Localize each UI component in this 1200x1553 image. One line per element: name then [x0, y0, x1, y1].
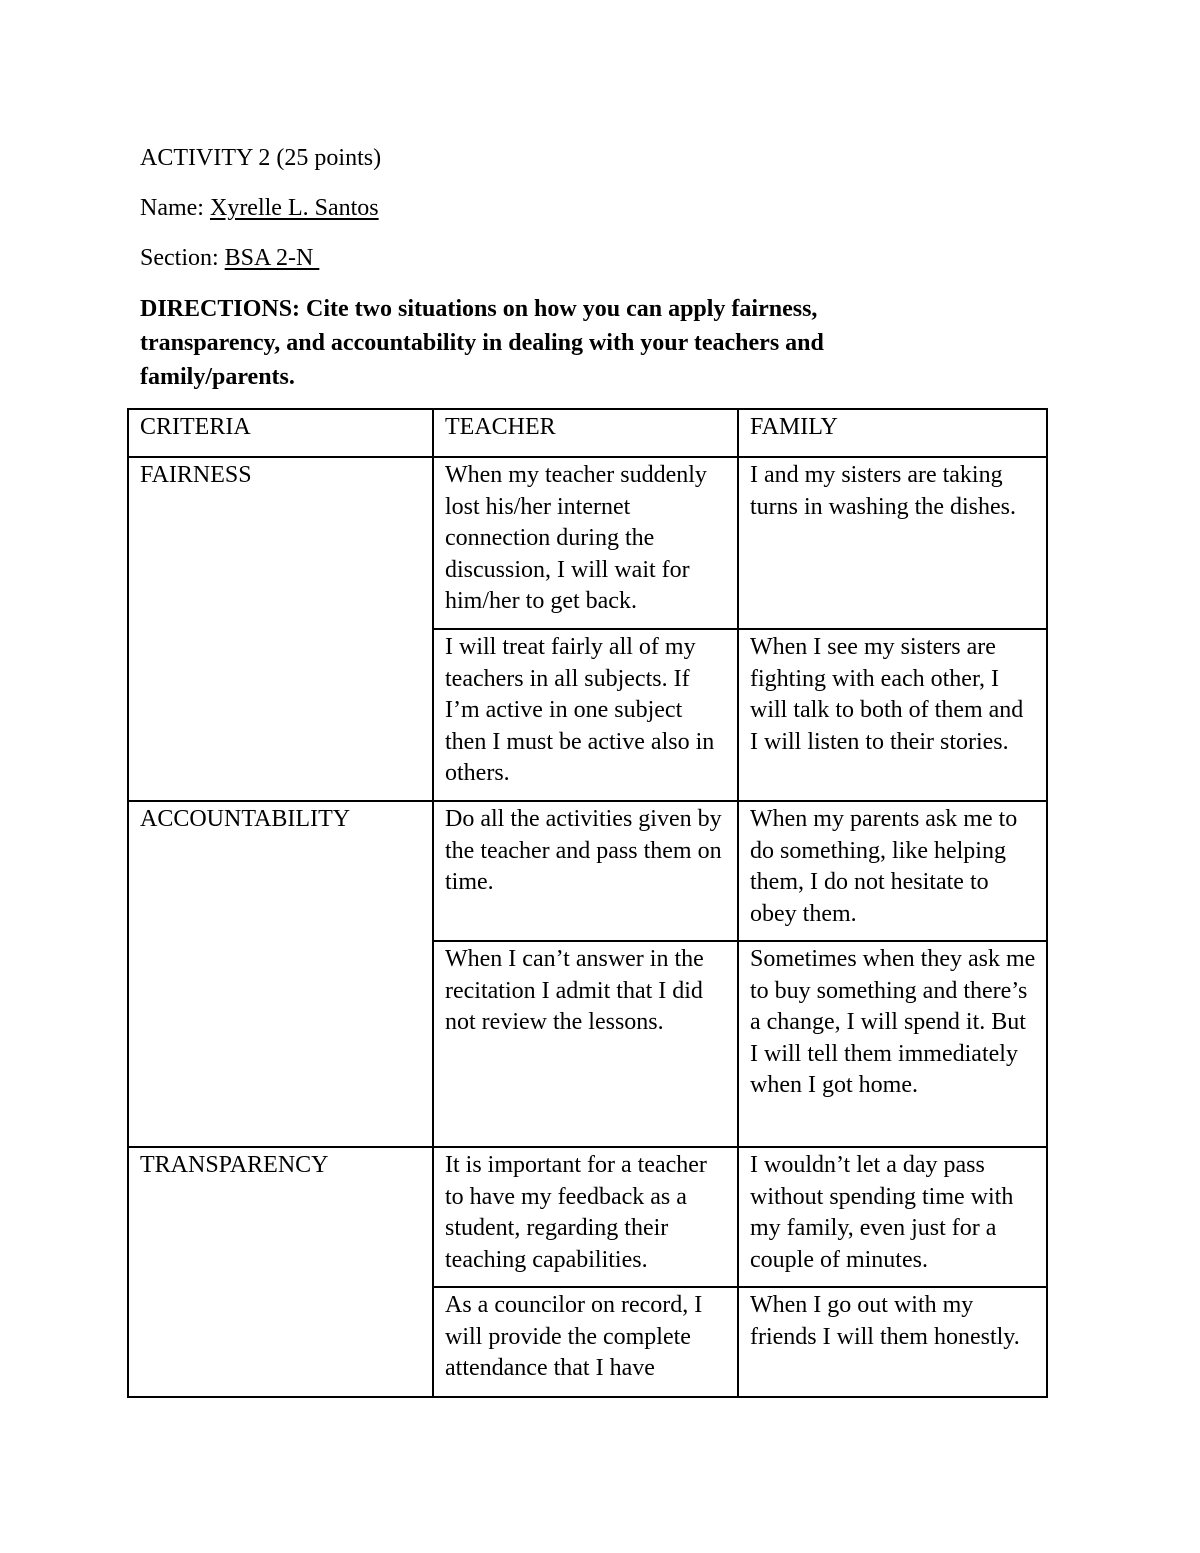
criteria-accountability: ACCOUNTABILITY [128, 801, 433, 1147]
transparency-family-1: I wouldn’t let a day pass without spending time with my family, even just for a couple of minutes. [738, 1147, 1047, 1287]
accountability-teacher-1: Do all the activities given by the teacher and pass them on time. [433, 801, 738, 941]
criteria-transparency: TRANSPARENCY [128, 1147, 433, 1397]
header-criteria: CRITERIA [128, 409, 433, 457]
section-label: Section: [140, 245, 225, 271]
name-label: Name: [140, 195, 210, 221]
accountability-teacher-2: When I can’t answer in the recitation I admit that I did not review the lessons. [433, 941, 738, 1147]
table-row [128, 801, 1047, 941]
table-row [128, 1147, 1047, 1287]
transparency-teacher-1: It is important for a teacher to have my feedback as a student, regarding their teaching capabilities. [433, 1147, 738, 1287]
table-header-row [128, 409, 1047, 457]
directions-text: DIRECTIONS: Cite two situations on how you can apply fairness, transparency, and accountability in dealing with your teachers and family/parents. [140, 296, 824, 390]
activity-title [140, 143, 381, 173]
fairness-family-2: When I see my sisters are fighting with each other, I will talk to both of them and I will listen to their stories. [738, 629, 1047, 801]
name-line [140, 193, 379, 223]
fairness-teacher-1: When my teacher suddenly lost his/her internet connection during the discussion, I will wait for him/her to get back. [433, 457, 738, 629]
section-value: BSA 2-N [224, 245, 320, 271]
section-line [140, 243, 319, 273]
transparency-teacher-2: As a councilor on record, I will provide the complete attendance that I have [433, 1287, 738, 1397]
activity-title-text: ACTIVITY 2 (25 points) [140, 145, 382, 171]
criteria-table [127, 408, 1048, 1398]
fairness-family-1: I and my sisters are taking turns in washing the dishes. [738, 457, 1047, 629]
accountability-family-1: When my parents ask me to do something, like helping them, I do not hesitate to obey them. [738, 801, 1047, 941]
header-family: FAMILY [738, 409, 1047, 457]
accountability-family-2: Sometimes when they ask me to buy something and there’s a change, I will spend it. But I will tell them immediately when I got home. [738, 941, 1047, 1147]
table-row [128, 457, 1047, 629]
name-value: Xyrelle L. Santos [209, 195, 379, 221]
header-teacher: TEACHER [433, 409, 738, 457]
fairness-teacher-2: I will treat fairly all of my teachers in all subjects. If I’m active in one subject then I must be active also in others. [433, 629, 738, 801]
criteria-fairness: FAIRNESS [128, 457, 433, 801]
transparency-family-2: When I go out with my friends I will them honestly. [738, 1287, 1047, 1397]
